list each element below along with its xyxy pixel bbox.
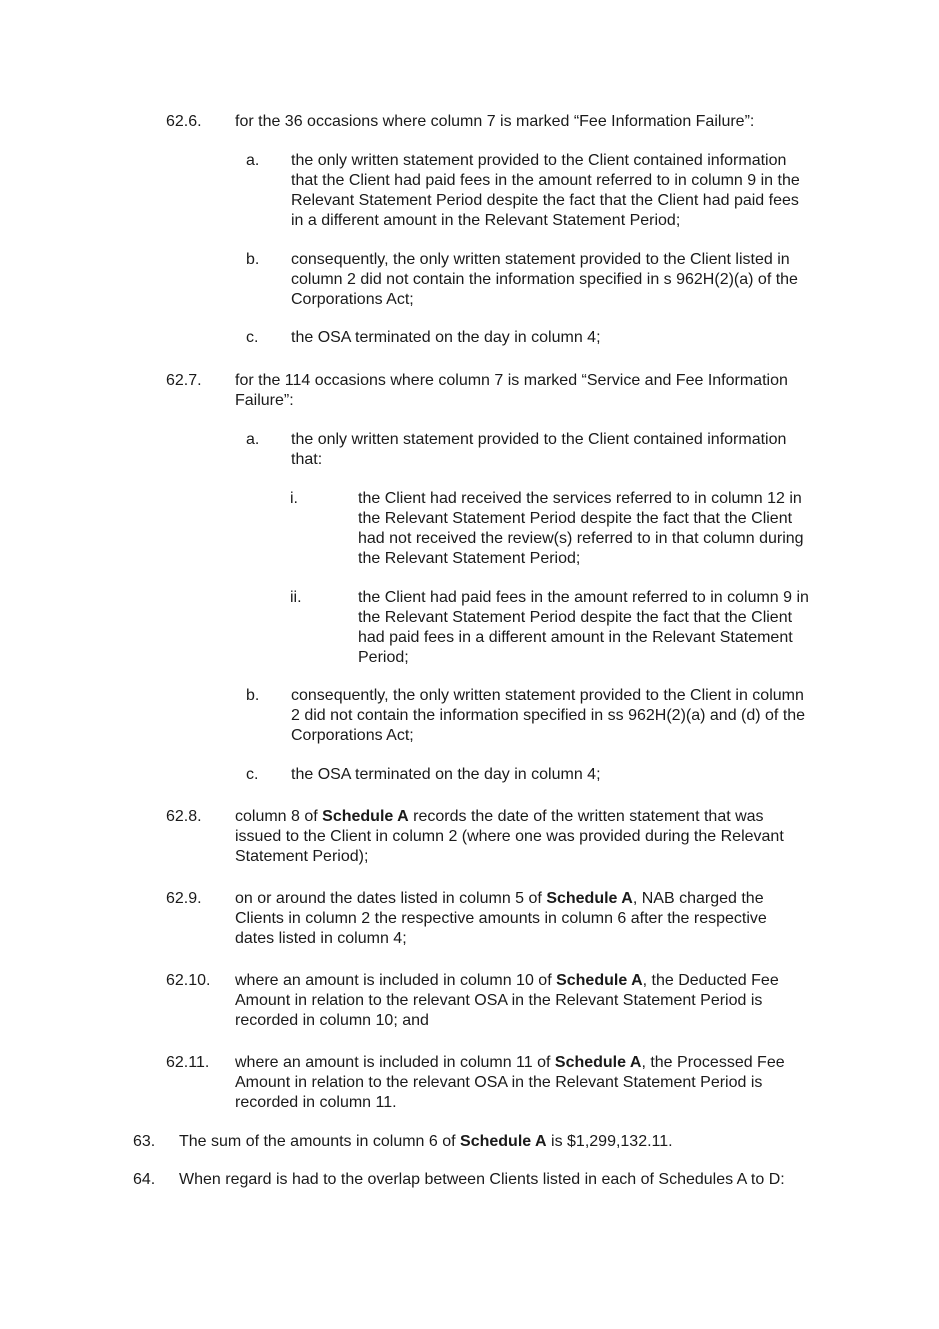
paragraph-text: The sum of the amounts in column 6 of Schedule A is $1,299,132.11. (179, 1133, 673, 1150)
schedule-reference: Schedule A (554, 1054, 642, 1071)
paragraph-text: When regard is had to the overlap between Clients listed in each of Schedules A to D: (179, 1171, 785, 1188)
subparagraph-label: b. (246, 687, 260, 704)
subparagraph-label: ii. (290, 589, 302, 606)
subparagraph-label: a. (246, 431, 260, 448)
subparagraph-text: the Client had received the services referred to in column 12 in the Relevant Statement Period despite the fact that the Client had not received the review(s) referred to in that column during the Relevant Statement Period; (358, 490, 804, 567)
schedule-reference: Schedule A (322, 808, 409, 825)
paragraph-number: 62.10. (166, 972, 211, 989)
paragraph-number: 62.6. (166, 113, 202, 130)
subparagraph-label: c. (246, 329, 259, 346)
subparagraph-label: a. (246, 152, 260, 169)
subparagraph-text: the OSA terminated on the day in column 4; (291, 329, 601, 346)
paragraph-number: 62.7. (166, 372, 202, 389)
subparagraph-text: the only written statement provided to the Client contained information that: (291, 431, 787, 468)
paragraph-number: 62.8. (166, 808, 202, 825)
paragraph-62-6 (166, 112, 866, 134)
subparagraph-text: consequently, the only written statement provided to the Client in column 2 did not contain the information specified in ss 962H(2)(a) and (d) of the Corporations Act; (291, 687, 806, 744)
paragraph-number: 63. (133, 1133, 156, 1150)
schedule-reference: Schedule A (460, 1133, 547, 1150)
subparagraph-text: the OSA terminated on the day in column 4; (291, 766, 601, 783)
paragraph-number: 62.11. (166, 1054, 210, 1071)
paragraph-text: column 8 of Schedule A records the date of the written statement that was issued to the Client in column 2 (where one was provided during the Relevant Statement Period); (235, 808, 784, 865)
paragraph-text: where an amount is included in column 10 of Schedule A, the Deducted Fee Amount in relation to the relevant OSA in the Relevant Statement Period is recorded in column 10; and (235, 972, 779, 1029)
paragraph-text: for the 36 occasions where column 7 is marked “Fee Information Failure”: (235, 113, 755, 130)
subparagraph-text: the Client had paid fees in the amount referred to in column 9 in the Relevant Statement Period despite the fact that the Client had paid fees in a different amount in the Relevant Statement Period; (358, 589, 809, 666)
schedule-reference: Schedule A (546, 890, 633, 907)
paragraph-text: for the 114 occasions where column 7 is marked “Service and Fee Information Failure”: (235, 372, 788, 409)
subparagraph-text: the only written statement provided to the Client contained information that the Client had paid fees in the amount referred to in column 9 in the Relevant Statement Period despite the fact that the Client had paid fees in a different amount in the Relevant Statement Period; (291, 152, 800, 229)
subparagraph-label: c. (246, 766, 259, 783)
subparagraph-label: i. (290, 490, 298, 507)
subparagraph-label: b. (246, 251, 260, 268)
subparagraph-text: consequently, the only written statement provided to the Client listed in column 2 did not contain the information specified in s 962H(2)(a) of the Corporations Act; (291, 251, 798, 308)
schedule-reference: Schedule A (556, 972, 643, 989)
paragraph-text: on or around the dates listed in column 5 of Schedule A, NAB charged the Clients in column 2 the respective amounts in column 6 after the respective dates listed in column 4; (235, 890, 767, 947)
paragraph-number: 62.9. (166, 890, 202, 907)
paragraph-text: where an amount is included in column 11 of Schedule A, the Processed Fee Amount in relation to the relevant OSA in the Relevant Statement Period is recorded in column 11. (235, 1054, 785, 1111)
paragraph-number: 64. (133, 1171, 156, 1188)
